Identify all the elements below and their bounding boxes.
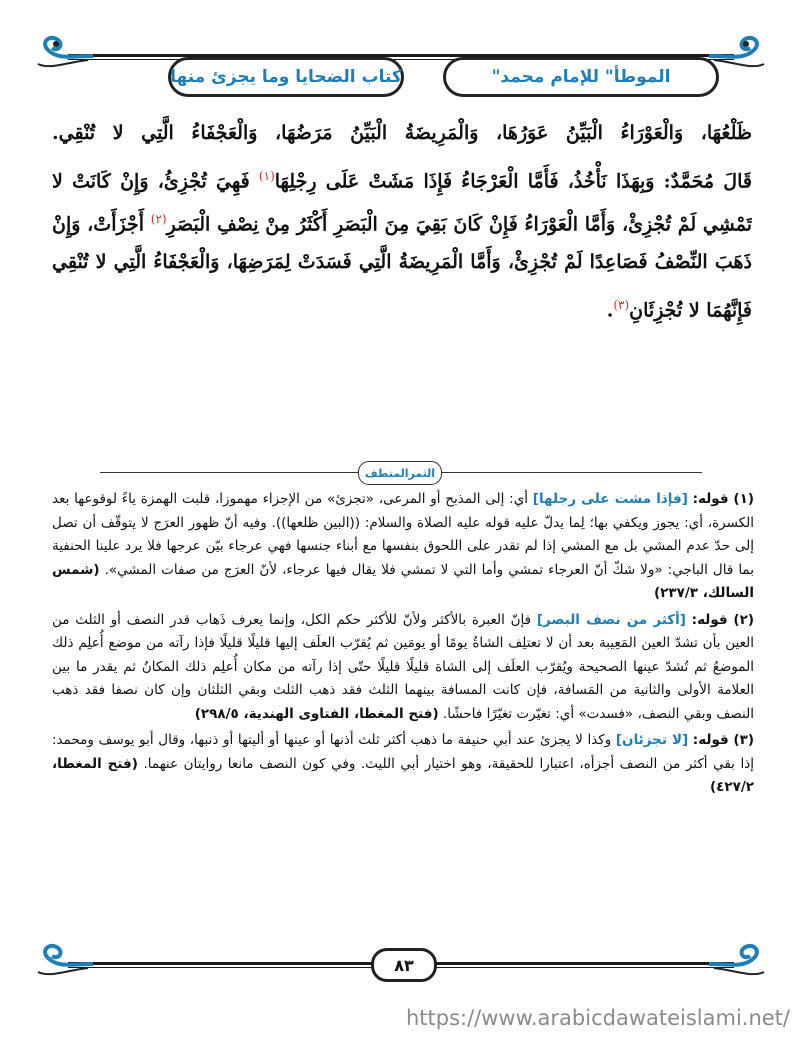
main-text (52, 112, 752, 327)
footnote-ref[interactable]: (٢) (150, 212, 167, 226)
page-number: ٨٣ (371, 948, 437, 982)
page-header (28, 26, 774, 96)
footnote-source: (فتح المغطا، الفتاوى الهندية، ٢٩٨/٥) (194, 705, 439, 722)
section-title-text: كتاب الضحايا وما يجزئ منها (170, 67, 402, 87)
watermark-url: https://www.arabicdawateislami.net/ (405, 1006, 790, 1030)
book-title-text: "الموطأ" للإمام محمد (491, 67, 671, 87)
ornament-swirl-right-icon (704, 942, 774, 986)
divider-label: الثمرالمتطف (364, 466, 436, 480)
footnote: (٢) قوله: [أكثر من نصف البصر] فإنّ العبرة بالأكثر ولأنّ للأكثر حكم الكل، وإنما يعرف ذَهاب قدر النصف أو الثلث من العين بأن تشدّ العين المَعِيبة بعد أن لا تعتلِف الشاةُ يومًا أو يومَين ثم يُقرّب العلَف إليها قليلًا قليلًا فإذا رآته من موضع أُعلِم ذلك الموضعُ ثم تُشدّ عينها الصحيحة ويُقرّب العلَف إلى الشاة قليلًا قليلًا حتّى إذا رآته من مكان أُعلِم ذلك المكانُ ثم يقدر ما بين العلامة الأولى والثانية من المَسافة، فإن كانت المسافة بينهما الثلث فقد ذهب الثلث وبقي الثلثان وإن كان نصفا فقد ذهب النصف وبقي النصف، «فسدت» أي: تغيّرت تغيّرًا فاحشًا. (فتح المغطا، الفتاوى الهندية، ٢٩٨/٥) (52, 611, 754, 722)
main-line: فَإِنَّهُمَا لا تُجْزِئَانِ$^{(٣)}$. (606, 298, 752, 322)
footnote-keyword: [أكثر من نصف البصر] (536, 611, 686, 628)
main-line: ذَهَبَ النِّصْفُ فَصَاعِدًا لَمْ تُجْزِئْ، وَأَمَّا الْمَرِيضَةُ الَّتِي فَسَدَتْ لِمَرَضِهَا، وَالْعَجْفَاءُ الَّتِي لا تُنْقِي (52, 251, 752, 273)
ornament-swirl-left-icon (28, 942, 98, 986)
footnote-ref[interactable]: (٣) (613, 298, 630, 312)
footnote-keyword: [فإذا مشت على رجلها] (532, 491, 688, 507)
book-section-title (168, 57, 404, 97)
footnote: (١) قوله: [فإذا مشت على رجلها] أي: إلى المذبح أو المرعى، «تجزئ» من الإجزاء مهموزا، قلبت الهمزة ياءً لوقوعها بعد الكسرة، أي: يجوز ويكفي بها؛ لِما يدلّ عليه قوله عليه الصلاة والسلام: ((البين ظلعها)). وفيه أنّ ظهور العرَج لا يتوقّف أن تصل إلى حدّ عدم المشي بل مع المشي إذا لم تقدر على اللحوق بنفسها مع أبناء جنسها فهي عرجاء بيّن عرجها فلا يرد علينا الحنفية بما قال الباجي: «ولا شكّ أنّ العرجاء تمشي وأما التي لا تمشي فلا يقال فيها عرجاء، لأنّ العرَج من صفات المشي». (شمس السالك، ٢٣٧/٣) (52, 491, 754, 601)
footnote-source: (شمس السالك، ٢٣٧/٣) (52, 561, 754, 601)
footnote-source: (فتح المغطا، ٤٢٧/٢) (52, 755, 754, 795)
main-line: ظَلْعُهَا، وَالْعَوْرَاءُ الْبَيِّنُ عَوَرُهَا، وَالْمَرِيضَةُ الْبَيِّنُ مَرَضُهَا، وَالْعَجْفَاءُ الَّتِي لا تُنْقِي. (52, 122, 752, 144)
footnote: (٣) قوله: [لا تجزئان] وكذا لا يجزئ عند أبي حنيفة ما ذهب أكثر ثلث أذنها أو عينها أو أليتها أو ذنبها، وقال أبو يوسف ومحمد: إذا بقي أكثر من النصف أجزأه، اعتبارا للحقيقة، وهو اختيار أبي الليث. وفي كون النصف مانعا روايتان عنهما. (فتح المغطا، ٤٢٧/٢) (52, 732, 755, 795)
ornament-swirl-left-icon (28, 30, 98, 80)
main-line: تَمْشِي لَمْ تُجْزِئْ، وَأَمَّا الْعَوْرَاءُ فَإِنْ كَانَ بَقِيَ مِنَ الْبَصَرِ أَكْثَرُ مِنْ نِصْفِ الْبَصَرِ$^{(٢)}$ أَجْزَأَتْ، وَإِنْ (52, 212, 752, 236)
page-footer (28, 942, 774, 992)
footnote-ref[interactable]: (١) (258, 169, 275, 183)
footnote-keyword: [لا تجزئان] (615, 732, 689, 748)
main-line: قَالَ مُحَمَّدٌ: وَبِهَذَا نَأْخُذُ، فَأَمَّا الْعَرْجَاءُ فَإِذَا مَشَتْ عَلَى رِجْلِهَا$^{(١)}$ فَهِيَ تُجْزِئُ، وَإِنْ كَانَتْ لا (52, 169, 752, 193)
footnote-divider-badge (358, 461, 442, 485)
book-title (443, 57, 719, 97)
footnotes (52, 488, 754, 803)
